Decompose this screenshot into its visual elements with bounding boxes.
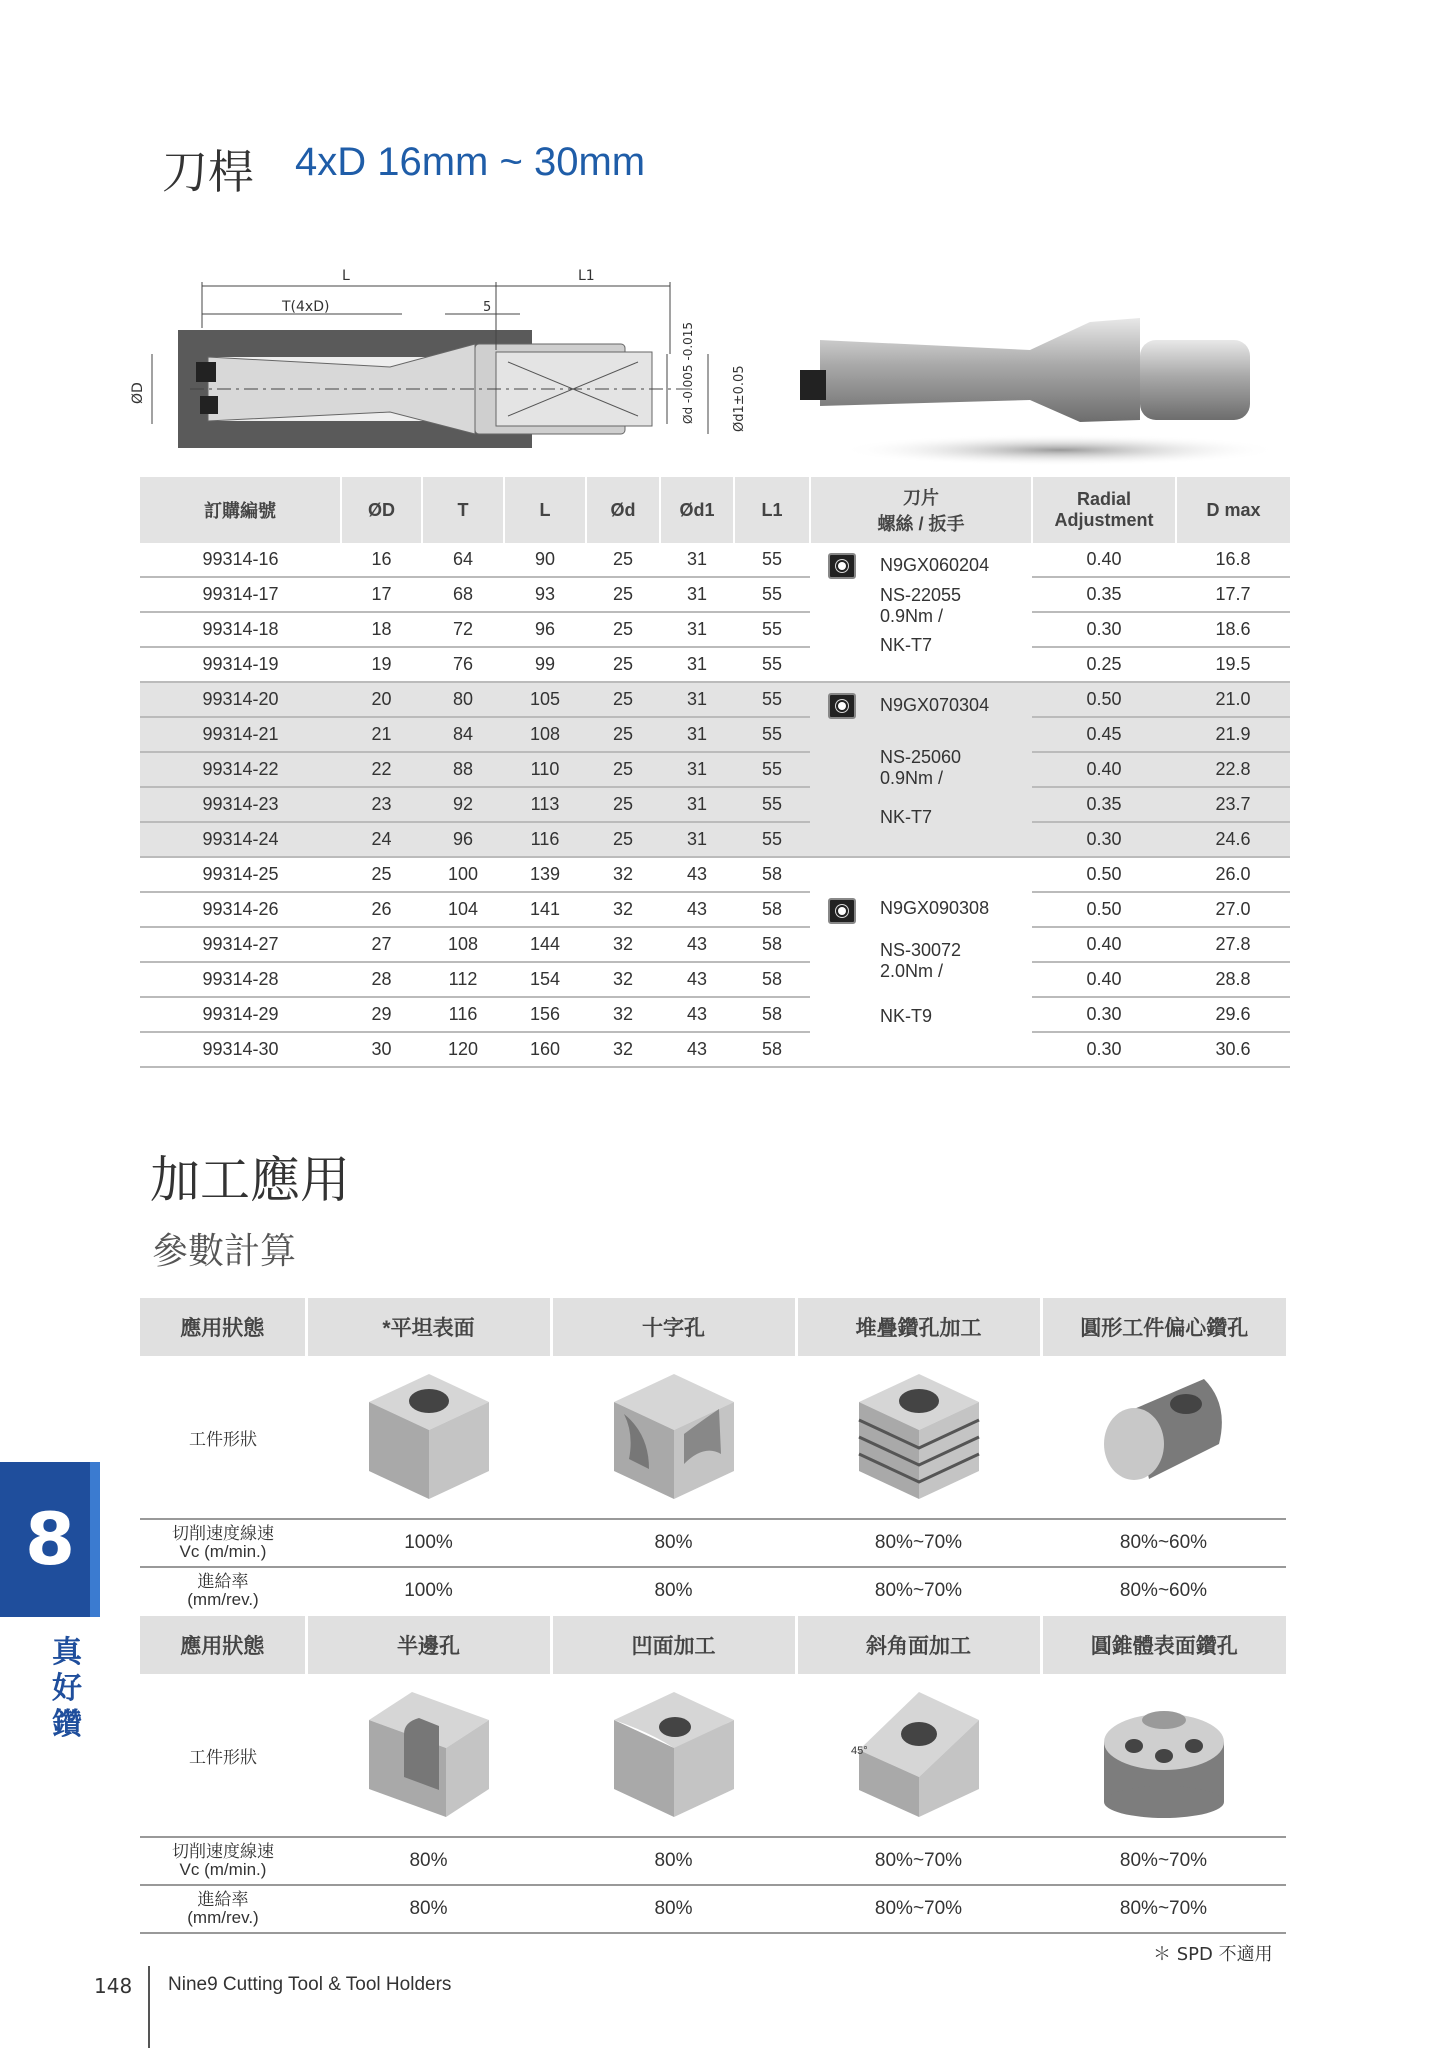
cell-L1: 55	[734, 717, 810, 752]
cell-D: 19	[341, 647, 422, 682]
cell-T: 108	[422, 927, 504, 962]
cell-D: 26	[341, 892, 422, 927]
insert-icon	[828, 693, 856, 719]
cell-radial: 0.30	[1032, 822, 1176, 857]
cell-L1: 58	[734, 1032, 810, 1067]
app2-col-concave: 凹面加工	[551, 1616, 796, 1674]
col-d: Ød	[586, 477, 660, 543]
app1-speed-round: 80%~60%	[1041, 1519, 1286, 1567]
cell-D: 21	[341, 717, 422, 752]
shape-cross	[551, 1356, 796, 1519]
cell-D: 22	[341, 752, 422, 787]
app2-feed-row	[140, 1885, 1286, 1933]
cell-D: 23	[341, 787, 422, 822]
cell-d1: 43	[660, 997, 734, 1032]
cone-icon	[1094, 1682, 1234, 1822]
footer-divider	[148, 1966, 150, 2048]
table-row	[140, 612, 1290, 647]
spec-table	[140, 477, 1290, 1068]
shape-round	[1041, 1356, 1286, 1519]
col-order-no: 訂購編號	[140, 477, 341, 543]
angled-block-icon	[849, 1682, 989, 1822]
page-title: 刀桿	[162, 145, 254, 199]
shape-concave	[551, 1674, 796, 1837]
screw-torque: 2.0Nm /	[880, 961, 944, 981]
table-row	[140, 717, 1290, 752]
app1-feed-row	[140, 1567, 1286, 1614]
table-row	[140, 822, 1290, 857]
cell-d1: 31	[660, 543, 734, 577]
section-title: 加工應用	[150, 1151, 350, 1209]
half-hole-icon	[364, 1682, 494, 1822]
app2-speed-half: 80%	[306, 1837, 551, 1885]
cell-radial: 0.50	[1032, 857, 1176, 892]
cell-L: 116	[504, 822, 586, 857]
cell-T: 72	[422, 612, 504, 647]
cell-d: 32	[586, 892, 660, 927]
table-row	[140, 857, 1290, 892]
insert-top	[196, 362, 216, 382]
cell-D: 27	[341, 927, 422, 962]
cell-L: 110	[504, 752, 586, 787]
cell-T: 112	[422, 962, 504, 997]
app2-speed-label-l2: Vc (m/min.)	[179, 1860, 267, 1879]
cell-d1: 31	[660, 577, 734, 612]
screw-code: NS-30072	[880, 940, 962, 960]
app2-feed-angle: 80%~70%	[796, 1885, 1041, 1933]
cell-d1: 43	[660, 857, 734, 892]
app2-feed-label-l2: (mm/rev.)	[187, 1908, 259, 1927]
stacked-plates-icon	[854, 1364, 984, 1504]
key-code: NK-T7	[880, 807, 933, 827]
dim-D-label: ØD	[130, 382, 146, 404]
cell-d: 25	[586, 647, 660, 682]
cell-d: 25	[586, 682, 660, 717]
col-radial-l2: Adjustment	[1054, 510, 1154, 530]
app2-col-cone: 圓錐體表面鑽孔	[1041, 1616, 1286, 1674]
app2-feed-half: 80%	[306, 1885, 551, 1933]
application-table-2	[140, 1616, 1286, 1934]
screw-spec	[880, 940, 961, 982]
cell-d: 25	[586, 543, 660, 577]
cell-order-no: 99314-30	[140, 1032, 341, 1067]
app2-speed-angle: 80%~70%	[796, 1837, 1041, 1885]
dim-d-label: Ød -0.005 -0.015	[681, 321, 695, 424]
table-row	[140, 647, 1290, 682]
cell-L: 156	[504, 997, 586, 1032]
cell-dmax: 18.6	[1176, 612, 1290, 647]
app2-speed-label	[140, 1837, 306, 1885]
footer-text: Nine9 Cutting Tool & Tool Holders	[168, 1974, 452, 1995]
cell-d1: 43	[660, 962, 734, 997]
insert-group	[810, 683, 1032, 858]
cell-dmax: 22.8	[1176, 752, 1290, 787]
cell-order-no: 99314-20	[140, 682, 341, 717]
insert-code: N9GX090308	[880, 898, 990, 918]
cell-T: 68	[422, 577, 504, 612]
cell-L1: 55	[734, 787, 810, 822]
screw-torque: 0.9Nm /	[880, 606, 944, 626]
cell-radial: 0.30	[1032, 1032, 1176, 1067]
cell-radial: 0.50	[1032, 682, 1176, 717]
screw-code: NS-25060	[880, 747, 962, 767]
cell-L1: 58	[734, 857, 810, 892]
cell-L1: 58	[734, 892, 810, 927]
app1-feed-label-l2: (mm/rev.)	[187, 1590, 259, 1609]
app2-speed-label-l1: 切削速度線速	[172, 1842, 274, 1861]
cell-L: 105	[504, 682, 586, 717]
chapter-tab-label: 真好鑽	[52, 1635, 82, 1742]
cell-T: 80	[422, 682, 504, 717]
insert-cell	[810, 682, 1032, 857]
app2-feed-label-l1: 進給率	[197, 1890, 249, 1909]
cell-dmax: 23.7	[1176, 787, 1290, 822]
app1-col-round: 圓形工件偏心鑽孔	[1041, 1298, 1286, 1356]
cell-L1: 58	[734, 997, 810, 1032]
cell-dmax: 29.6	[1176, 997, 1290, 1032]
footnote: ＊ SPD 不適用	[1153, 1944, 1273, 1965]
cell-d: 32	[586, 997, 660, 1032]
cell-radial: 0.30	[1032, 997, 1176, 1032]
cell-L: 113	[504, 787, 586, 822]
cell-D: 17	[341, 577, 422, 612]
app1-speed-cross: 80%	[551, 1519, 796, 1567]
table-row	[140, 1032, 1290, 1067]
cell-D: 24	[341, 822, 422, 857]
cell-d: 25	[586, 577, 660, 612]
col-T: T	[422, 477, 504, 543]
cell-dmax: 24.6	[1176, 822, 1290, 857]
cell-order-no: 99314-24	[140, 822, 341, 857]
col-D: ØD	[341, 477, 422, 543]
cell-dmax: 28.8	[1176, 962, 1290, 997]
app2-header-row	[140, 1616, 1286, 1674]
table-row	[140, 927, 1290, 962]
cell-order-no: 99314-21	[140, 717, 341, 752]
col-insert-l2: 螺絲 / 扳手	[877, 514, 965, 534]
insert-group	[810, 543, 1032, 683]
app2-speed-cone: 80%~70%	[1041, 1837, 1286, 1885]
cell-dmax: 27.0	[1176, 892, 1290, 927]
cell-dmax: 30.6	[1176, 1032, 1290, 1067]
cell-d1: 31	[660, 682, 734, 717]
cell-d: 25	[586, 612, 660, 647]
col-L1: L1	[734, 477, 810, 543]
col-insert-l1: 刀片	[903, 488, 939, 508]
cell-D: 28	[341, 962, 422, 997]
cell-radial: 0.30	[1032, 612, 1176, 647]
app2-speed-concave: 80%	[551, 1837, 796, 1885]
cylinder-icon	[1094, 1364, 1234, 1504]
cell-T: 76	[422, 647, 504, 682]
cell-radial: 0.40	[1032, 543, 1176, 577]
screw-torque: 0.9Nm /	[880, 768, 944, 788]
cell-T: 104	[422, 892, 504, 927]
cell-T: 120	[422, 1032, 504, 1067]
dim-d1-label: Ød1±0.05	[732, 365, 747, 432]
cell-L1: 58	[734, 927, 810, 962]
concave-block-icon	[609, 1682, 739, 1822]
app1-col-stack: 堆疊鑽孔加工	[796, 1298, 1041, 1356]
col-d1: Ød1	[660, 477, 734, 543]
cell-d1: 31	[660, 647, 734, 682]
tool-drawing	[130, 262, 780, 462]
spec-body	[140, 543, 1290, 1067]
cell-d1: 31	[660, 612, 734, 647]
cell-order-no: 99314-27	[140, 927, 341, 962]
cell-T: 96	[422, 822, 504, 857]
cell-L: 93	[504, 577, 586, 612]
cell-dmax: 21.9	[1176, 717, 1290, 752]
key-code: NK-T7	[880, 635, 933, 655]
cell-order-no: 99314-17	[140, 577, 341, 612]
chapter-tab[interactable]: 8	[0, 1462, 100, 1617]
cell-radial: 0.45	[1032, 717, 1176, 752]
insert-code: N9GX070304	[880, 695, 990, 715]
table-row	[140, 752, 1290, 787]
cell-order-no: 99314-26	[140, 892, 341, 927]
app1-feed-label	[140, 1567, 306, 1614]
cell-dmax: 27.8	[1176, 927, 1290, 962]
cell-T: 116	[422, 997, 504, 1032]
cell-d1: 43	[660, 1032, 734, 1067]
col-dmax: D max	[1176, 477, 1290, 543]
table-row	[140, 682, 1290, 717]
col-radial	[1032, 477, 1176, 543]
cell-D: 30	[341, 1032, 422, 1067]
table-row	[140, 962, 1290, 997]
cell-d: 32	[586, 927, 660, 962]
page-subtitle: 4xD 16mm ~ 30mm	[295, 140, 646, 184]
app1-speed-label	[140, 1519, 306, 1567]
cell-L: 139	[504, 857, 586, 892]
app1-shape-row	[140, 1356, 1286, 1519]
app2-feed-concave: 80%	[551, 1885, 796, 1933]
cell-T: 100	[422, 857, 504, 892]
cell-order-no: 99314-25	[140, 857, 341, 892]
cell-T: 92	[422, 787, 504, 822]
app1-speed-flat: 100%	[306, 1519, 551, 1567]
app1-speed-row	[140, 1519, 1286, 1567]
cell-order-no: 99314-18	[140, 612, 341, 647]
cell-L1: 55	[734, 682, 810, 717]
shape-stack	[796, 1356, 1041, 1519]
cell-radial: 0.40	[1032, 927, 1176, 962]
cell-d: 25	[586, 717, 660, 752]
cell-radial: 0.35	[1032, 577, 1176, 612]
cell-d: 25	[586, 752, 660, 787]
cell-d: 32	[586, 857, 660, 892]
app1-header-row	[140, 1298, 1286, 1356]
spec-header-row	[140, 477, 1290, 543]
cell-L1: 55	[734, 577, 810, 612]
app2-col-half: 半邊孔	[306, 1616, 551, 1674]
cell-d1: 43	[660, 892, 734, 927]
section-subtitle: 參數計算	[152, 1231, 297, 1272]
table-row	[140, 577, 1290, 612]
page-number: 148	[94, 1974, 133, 1998]
shape-angle	[796, 1674, 1041, 1837]
dim-L1-label: L1	[578, 268, 595, 284]
app1-col-cross: 十字孔	[551, 1298, 796, 1356]
insert-group	[810, 858, 1032, 1068]
cell-dmax: 16.8	[1176, 543, 1290, 577]
cell-L: 90	[504, 543, 586, 577]
cell-L1: 58	[734, 962, 810, 997]
dim-L-label: L	[342, 268, 350, 284]
cell-D: 29	[341, 997, 422, 1032]
table-row	[140, 997, 1290, 1032]
app2-feed-label	[140, 1885, 306, 1933]
app1-feed-cross: 80%	[551, 1567, 796, 1614]
app2-col-status: 應用狀態	[140, 1616, 306, 1674]
cell-L: 96	[504, 612, 586, 647]
table-row	[140, 787, 1290, 822]
cell-L1: 55	[734, 752, 810, 787]
app2-speed-row	[140, 1837, 1286, 1885]
key-code: NK-T9	[880, 1006, 933, 1026]
app1-col-flat: *平坦表面	[306, 1298, 551, 1356]
cell-dmax: 17.7	[1176, 577, 1290, 612]
cell-D: 16	[341, 543, 422, 577]
app1-feed-flat: 100%	[306, 1567, 551, 1614]
cell-T: 64	[422, 543, 504, 577]
app1-speed-stack: 80%~70%	[796, 1519, 1041, 1567]
app1-feed-round: 80%~60%	[1041, 1567, 1286, 1614]
cell-order-no: 99314-16	[140, 543, 341, 577]
cell-order-no: 99314-28	[140, 962, 341, 997]
shape-flat	[306, 1356, 551, 1519]
screw-spec	[880, 585, 961, 627]
cell-T: 88	[422, 752, 504, 787]
insert-icon	[828, 898, 856, 924]
cell-dmax: 21.0	[1176, 682, 1290, 717]
cell-d: 25	[586, 822, 660, 857]
app1-speed-label-l1: 切削速度線速	[172, 1524, 274, 1543]
cell-d: 32	[586, 962, 660, 997]
insert-code: N9GX060204	[880, 555, 990, 575]
cross-hole-icon	[609, 1364, 739, 1504]
insert-bottom	[200, 396, 218, 414]
screw-code: NS-22055	[880, 585, 962, 605]
cell-L: 99	[504, 647, 586, 682]
cell-radial: 0.40	[1032, 752, 1176, 787]
app1-speed-label-l2: Vc (m/min.)	[179, 1542, 267, 1561]
table-row	[140, 892, 1290, 927]
app1-col-status: 應用狀態	[140, 1298, 306, 1356]
shape-half	[306, 1674, 551, 1837]
angle-label: 45°	[850, 1745, 868, 1757]
flat-cube-icon	[364, 1364, 494, 1504]
insert-cell	[810, 857, 1032, 1067]
app2-col-angle: 斜角面加工	[796, 1616, 1041, 1674]
app2-shape-row	[140, 1674, 1286, 1837]
cell-L: 108	[504, 717, 586, 752]
cell-order-no: 99314-19	[140, 647, 341, 682]
cell-d1: 43	[660, 927, 734, 962]
cell-L: 144	[504, 927, 586, 962]
cell-L1: 55	[734, 647, 810, 682]
cell-order-no: 99314-29	[140, 997, 341, 1032]
cell-order-no: 99314-23	[140, 787, 341, 822]
cell-dmax: 19.5	[1176, 647, 1290, 682]
chapter-tab-strip	[90, 1462, 100, 1617]
col-insert	[810, 477, 1032, 543]
cell-L1: 55	[734, 543, 810, 577]
insert-cell	[810, 543, 1032, 682]
cell-D: 20	[341, 682, 422, 717]
cell-order-no: 99314-22	[140, 752, 341, 787]
cell-radial: 0.35	[1032, 787, 1176, 822]
shape-cone	[1041, 1674, 1286, 1837]
cell-D: 25	[341, 857, 422, 892]
cell-D: 18	[341, 612, 422, 647]
cell-radial: 0.25	[1032, 647, 1176, 682]
cell-L: 154	[504, 962, 586, 997]
cell-L: 160	[504, 1032, 586, 1067]
cell-L1: 55	[734, 822, 810, 857]
cell-d1: 31	[660, 822, 734, 857]
cell-T: 84	[422, 717, 504, 752]
product-photo	[790, 310, 1280, 470]
app2-shape-label: 工件形狀	[189, 1747, 257, 1767]
cell-radial: 0.50	[1032, 892, 1176, 927]
col-L: L	[504, 477, 586, 543]
cell-d1: 31	[660, 787, 734, 822]
app1-shape-label: 工件形狀	[189, 1429, 257, 1449]
app1-feed-stack: 80%~70%	[796, 1567, 1041, 1614]
dim-T-label: T(4xD)	[282, 299, 330, 315]
cell-L1: 55	[734, 612, 810, 647]
cell-d1: 31	[660, 752, 734, 787]
insert-icon	[828, 553, 856, 579]
app2-feed-cone: 80%~70%	[1041, 1885, 1286, 1933]
application-table-1	[140, 1298, 1286, 1614]
dim-5-label: 5	[483, 300, 492, 315]
cell-radial: 0.40	[1032, 962, 1176, 997]
table-row	[140, 543, 1290, 577]
cell-d1: 31	[660, 717, 734, 752]
cell-d: 32	[586, 1032, 660, 1067]
col-radial-l1: Radial	[1076, 489, 1132, 509]
cell-dmax: 26.0	[1176, 857, 1290, 892]
app1-feed-label-l1: 進給率	[197, 1572, 249, 1591]
cell-d: 25	[586, 787, 660, 822]
screw-spec	[880, 747, 961, 789]
cell-L: 141	[504, 892, 586, 927]
